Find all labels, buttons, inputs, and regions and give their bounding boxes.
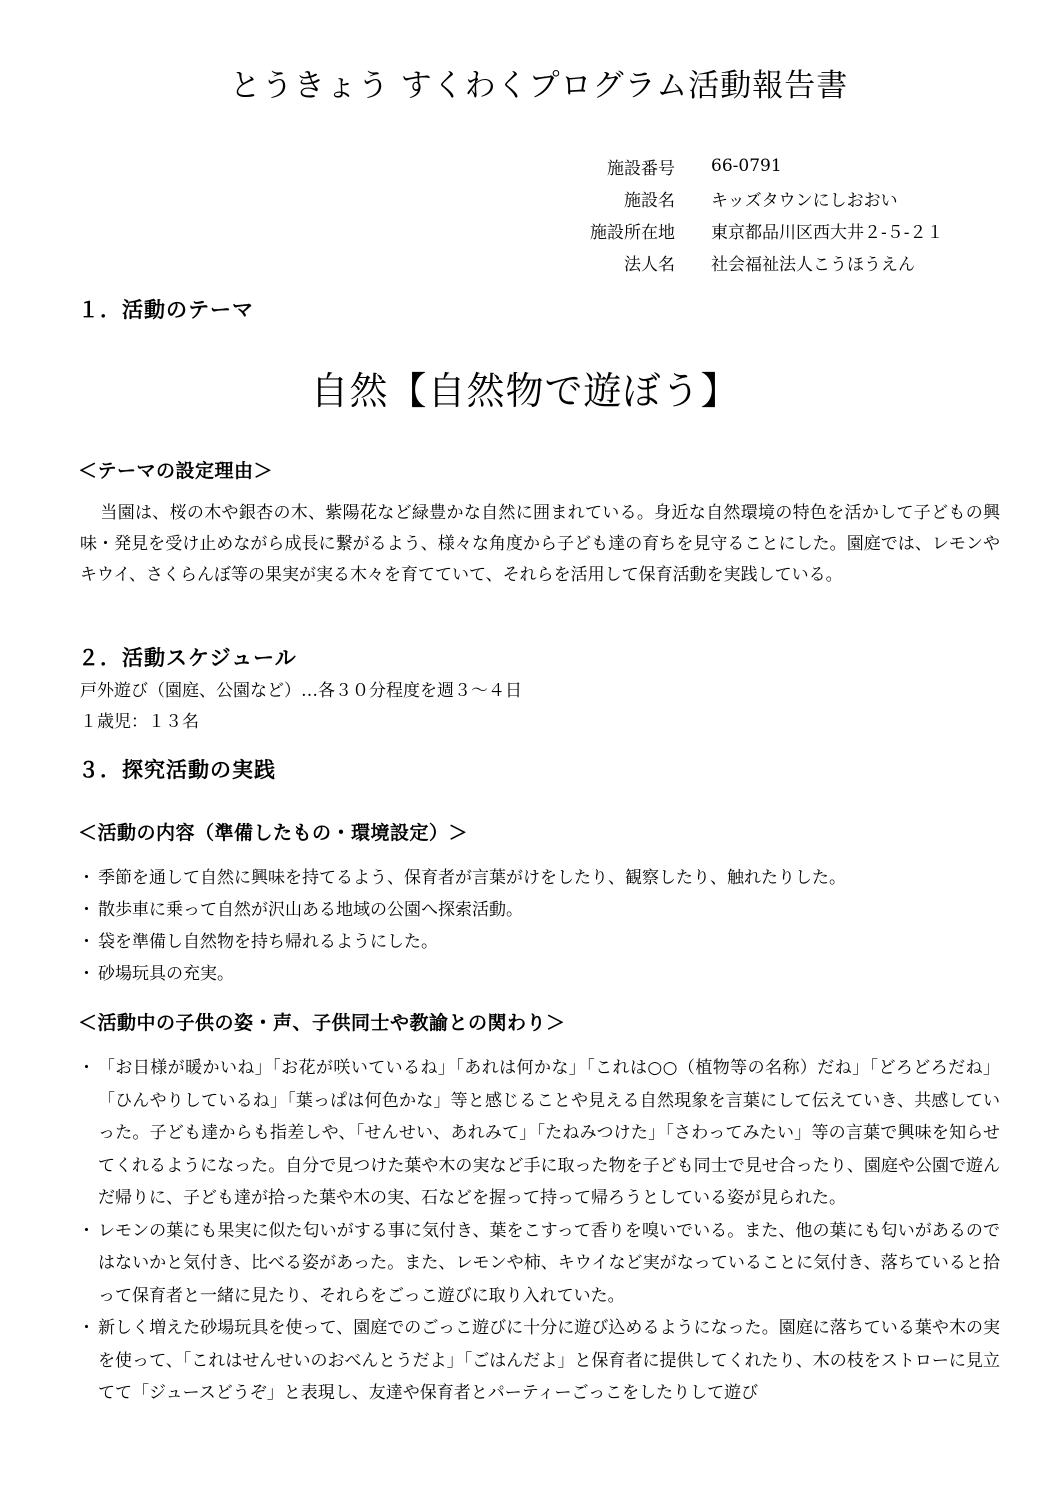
activity-theme: 自然【自然物で遊ぼう】 [310, 369, 740, 413]
children-interaction-heading: ＜活動中の子供の姿・声、子供同士や教諭との関わり＞ [78, 1012, 566, 1034]
schedule-line: 戸外遊び（園庭、公園など）…各３０分程度を週３～４日 [80, 681, 522, 701]
facility-value: キッズタウンにしおおい [711, 190, 898, 211]
list-item: ・ 砂場玩具の充実。 [78, 958, 1000, 990]
list-item: ・ レモンの葉にも果実に似た匂いがする事に気付き、葉をこすって香りを嗅いでいる。また、他の葉にも匂いがあるのではないかと気付き、比べる姿があった。また、レモンや柿、キウイなど実がなっていることに気付き、落ちていると拾って保育者と一緒に見たり、それらをごっこ遊びに取り入れていた。 [78, 1215, 1000, 1313]
facility-value: 東京都品川区西大井２-５-２１ [711, 222, 944, 243]
facility-row-number [560, 150, 1040, 182]
facility-label: 施設番号 [607, 158, 675, 179]
schedule-line: １歳児：１３名 [80, 712, 199, 732]
facility-label: 法人名 [624, 254, 675, 275]
facility-info [560, 150, 1040, 278]
facility-row-name [560, 182, 1040, 214]
section3-heading: ３．探究活動の実践 [78, 758, 276, 782]
facility-row-address [560, 214, 1040, 246]
facility-label: 施設名 [624, 190, 675, 211]
section2-heading: ２．活動スケジュール [78, 646, 297, 670]
facility-row-corporation [560, 246, 1040, 278]
list-item: ・ 新しく増えた砂場玩具を使って、園庭でのごっこ遊びに十分に遊び込めるようになった。園庭に落ちている葉や木の実を使って、「これはせんせいのおべんとうだよ」「ごはんだよ」と保育者に提供してくれたり、木の枝をストローに見立てて「ジュースどうぞ」と表現し、友達や保育者とパーティーごっこをしたりして遊び [78, 1312, 1000, 1410]
list-item: ・ 散歩車に乗って自然が沢山ある地域の公園へ探索活動。 [78, 894, 1000, 926]
document-title: とうきょう すくわくプログラム活動報告書 [229, 68, 849, 104]
facility-value: 社会福祉法人こうほうえん [711, 254, 915, 275]
activity-content-heading: ＜活動の内容（準備したもの・環境設定）＞ [78, 822, 469, 844]
children-interaction-list [78, 1052, 1000, 1410]
section1-heading: １．活動のテーマ [78, 298, 254, 322]
theme-reason-heading: ＜テーマの設定理由＞ [78, 460, 274, 482]
facility-label: 施設所在地 [590, 222, 675, 243]
activity-content-list [78, 862, 1000, 990]
list-item: ・ 「お日様が暖かいね」「お花が咲いているね」「あれは何かな」「これは○○（植物等の名称）だね」「どろどろだね」「ひんやりしているね」「葉っぱは何色かな」等と感じることや見える自然現象を言葉にして伝えていき、共感していった。子ども達からも指差しや、「せんせい、あれみて」「たねみつけた」「さわってみたい」等の言葉で興味を知らせてくれるようになった。自分で見つけた葉や木の実など手に取った物を子ども同士で見せ合ったり、園庭や公園で遊んだ帰りに、子ども達が拾った葉や木の実、石などを握って持って帰ろうとしている姿が見られた。 [78, 1052, 1000, 1215]
theme-reason-text: 当園は、桜の木や銀杏の木、紫陽花など緑豊かな自然に囲まれている。身近な自然環境の特色を活かして子どもの興味・発見を受け止めながら成長に繋がるよう、様々な角度から子ども達の育ちを見守ることにした。園庭では、レモンやキウイ、さくらんぼ等の果実が実る木々を育てていて、それらを活用して保育活動を実践している。 [80, 503, 1000, 585]
list-item: ・ 季節を通して自然に興味を持てるよう、保育者が言葉がけをしたり、観察したり、触れたりした。 [78, 862, 1000, 894]
list-item: ・ 袋を準備し自然物を持ち帰れるようにした。 [78, 926, 1000, 958]
facility-value: 66-0791 [711, 156, 782, 176]
